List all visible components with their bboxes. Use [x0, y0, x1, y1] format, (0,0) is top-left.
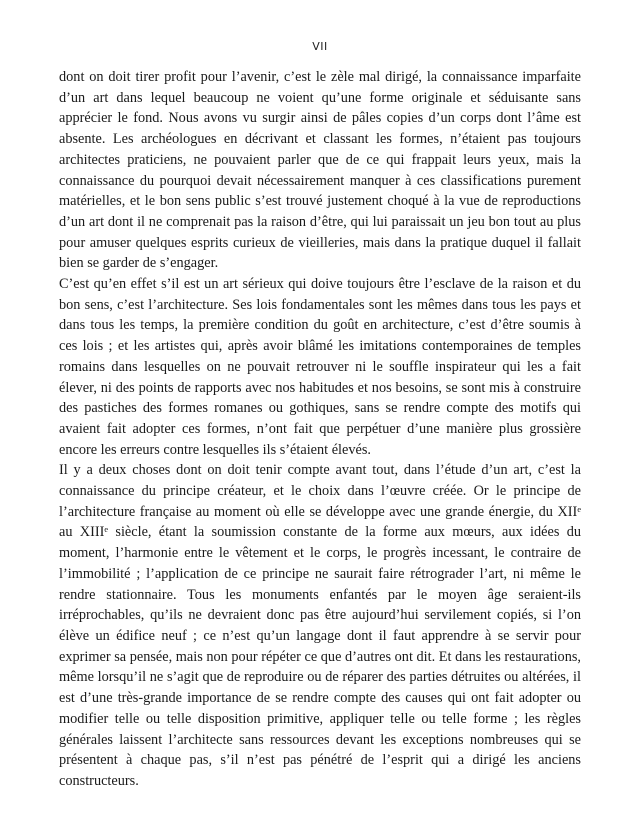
body-text: [59, 67, 581, 792]
page-number: VII: [312, 40, 328, 53]
paragraph-3: Il y a deux choses dont on doit tenir compte avant tout, dans l’étude d’un art, c’est la connaissance du principe créateur, et le choix dans l’œuvre créée. Or le principe de l’architecture française au moment où elle se développe avec une grande énergie, du XIIᵉ au XIIIᵉ siècle, étant la soumission constante de la forme aux mœurs, aux idées du moment, l’harmonie entre le vêtement et le corps, le progrès incessant, le contraire de l’immobilité ; l’application de ce principe ne saurait faire rétrograder l’art, ni même le rendre stationnaire. Tous les monuments enfantés par le moyen âge seraient-ils irréprochables, qu’ils ne devraient donc pas être aujourd’hui servilement copiés, si l’on élève un édifice neuf ; ce n’est qu’un langage dont il faut apprendre à se servir pour exprimer sa pensée, mais non pour répéter ce que d’autres ont dit. Et dans les restaurations, même lorsqu’il ne s’agit que de reproduire ou de réparer des parties détruites ou altérées, il est d’une très-grande importance de se rendre compte des causes qui ont fait adopter ou modifier telle ou telle disposition primitive, appliquer telle ou telle forme ; les règles générales laissent l’architecte sans ressources devant les exceptions nombreuses qui se présentent à chaque pas, s’il n’est pas pénétré de l’esprit qui a dirigé les anciens constructeurs.: [59, 462, 581, 789]
paragraph-2: C’est qu’en effet s’il est un art sérieux qui doive toujours être l’esclave de la raison et du bon sens, c’est l’architecture. Ses lois fondamentales sont les mêmes dans tous les pays et dans tous les temps, la première condition du goût en architecture, c’est d’être soumis à ces lois ; et les artistes qui, après avoir blâmé les imitations contemporaines de temples romains dans lesquelles on ne pouvait retrouver ni le souffle inspirateur qui les a fait élever, ni des points de rapports avec nos habitudes et nos besoins, se sont mis à construire des pastiches des formes romanes ou gothiques, sans se rendre compte des motifs qui avaient fait adopter ces formes, n’ont fait que perpétuer d’une manière plus grossière encore les erreurs contre lesquelles ils s’étaient élevés.: [59, 276, 581, 458]
paragraph-1: dont on doit tirer profit pour l’avenir, c’est le zèle mal dirigé, la connaissance imparfaite d’un art dans lequel beaucoup ne voient qu’une forme originale et séduisante sans apprécier le fond. Nous avons vu surgir ainsi de pâles copies d’un corps dont l’âme est absente. Les archéologues en décrivant et classant les formes, n’étaient pas toujours architectes praticiens, ne pouvaient parler que de ce qui frappait leurs yeux, mais la connaissance du pourquoi devait nécessairement manquer à ces classifications purement matérielles, et le bon sens public s’est trouvé justement choqué à la vue de reproductions d’un art dont il ne comprenait pas la raison d’être, qui lui paraissait un jeu bon tout au plus pour amuser quelques esprits curieux de vieilleries, mais dans la pratique duquel il fallait bien se garder de s’engager.: [59, 69, 581, 272]
